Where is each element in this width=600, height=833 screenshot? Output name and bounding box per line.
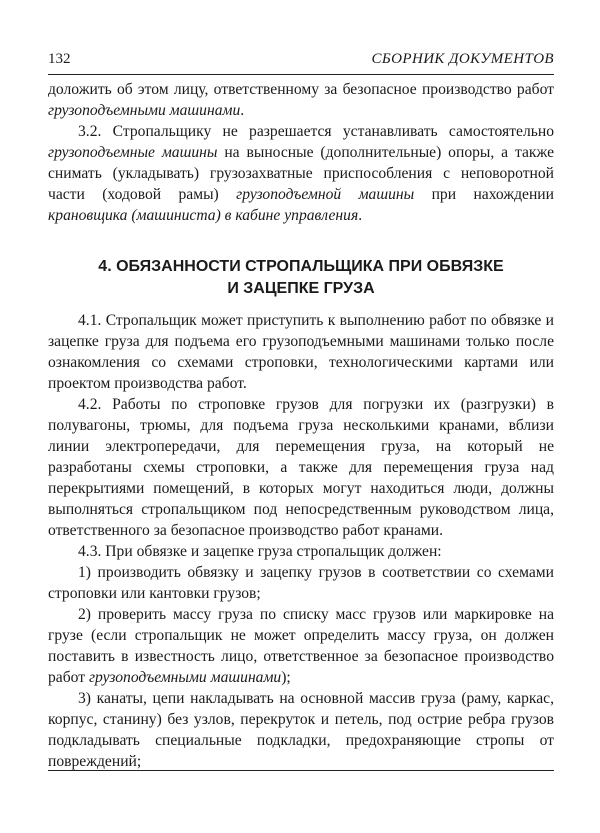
paragraph-4-3: 4.3. При обвязке и зацепке груза стропальщик должен: — [78, 543, 442, 560]
section-title — [48, 256, 554, 300]
section-title-line-1: 4. ОБЯЗАННОСТИ СТРОПАЛЬЩИКА ПРИ ОБВЯЗКЕ — [98, 258, 504, 275]
paragraph-4-2: 4.2. Работы по строповке грузов для погрузки их (разгрузки) в полувагоны, трюмы, для подъема груза несколькими кранами, вблизи линии электропередачи, для перемещения груза, на который не разработаны схемы строповки, а также для перемещения груза над перекрытиями помещений, в которых могут находиться люди, должны выполняться стропальщиком под непосредственным руководством лица, ответственного за безопасное производство работ кранами. — [48, 396, 554, 539]
section-title-line-2: И ЗАЦЕПКЕ ГРУЗА — [227, 280, 375, 297]
paragraph-continuation: доложить об этом лицу, ответственному за безопасное производство работ грузоподъемными машинами. — [48, 81, 554, 119]
list-item-3: 3) канаты, цепи накладывать на основной массив груза (раму, каркас, корпус, станину) без узлов, перекруток и петель, под острие ребра грузов подкладывать специальные подкладки, предохраняющие стропы от повреждений; — [48, 690, 554, 770]
list-item-2: 2) проверить массу груза по списку масс грузов или маркировке на грузе (если стропальщик не может определить массу груза, он должен поставить в известность лицо, ответственное за безопасное производство работ грузоподъемными машинами); — [48, 606, 554, 686]
list-item-1: 1) производить обвязку и зацепку грузов в соответствии со схемами строповки или кантовки грузов; — [48, 564, 554, 602]
page-number: 132 — [48, 51, 71, 67]
footer-rule — [48, 770, 554, 771]
page-header — [48, 50, 554, 75]
document-page — [48, 50, 554, 772]
paragraph-3-2: 3.2. Стропальщику не разрешается устанавливать самостоятельно грузоподъемные машины на выносные (дополнительные) опоры, а также снимать (укладывать) грузозахватные приспособления с неповоротной части (ходовой рамы) грузоподъемной машины при нахождении крановщика (машиниста) в кабине управления. — [48, 123, 554, 224]
paragraph-4-1: 4.1. Стропальщик может приступить к выполнению работ по обвязке и зацепке груза для подъема его грузоподъемными машинами только после ознакомления со схемами строповки, технологическими картами или проектом производства работ. — [48, 312, 554, 392]
running-title: СБОРНИК ДОКУМЕНТОВ — [371, 51, 554, 67]
body-text — [48, 79, 554, 772]
